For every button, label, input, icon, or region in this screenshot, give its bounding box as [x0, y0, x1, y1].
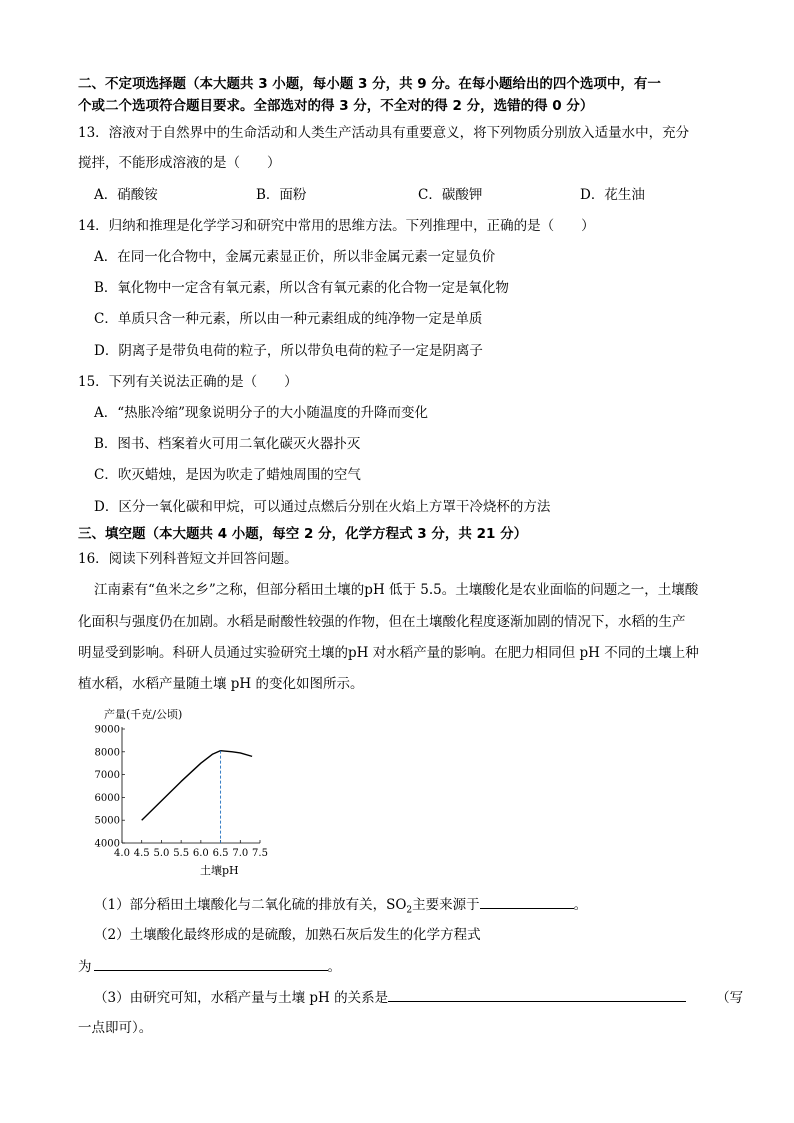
chart-series	[142, 751, 252, 843]
q16-sub2-answer-blank[interactable]	[94, 956, 328, 971]
y-tick-label: 8000	[94, 747, 120, 759]
x-tick-label: 4.0	[114, 848, 130, 859]
q14-option-b: B．氧化物中一定含有氧元素，所以含有氧元素的化合物一定是氧化物	[94, 280, 509, 296]
q14-option-d: D．阴离子是带负电荷的粒子，所以带负电荷的粒子一定是阴离子	[94, 343, 483, 359]
q16-sub1	[94, 894, 587, 921]
section3-heading: 三、填空题（本大题共 4 小题，每空 2 分，化学方程式 3 分，共 21 分）	[78, 526, 528, 542]
q13-stem-line1: 13．溶液对于自然界中的生命活动和人类生产活动具有重要意义，将下列物质分别放入适量水中，充分	[78, 125, 690, 141]
q16-paragraph-line4: 植水稻，水稻产量随土壤 pH 的变化如图所示。	[78, 676, 364, 692]
x-tick-label: 7.0	[232, 848, 249, 859]
q16-sub3	[94, 987, 743, 1008]
q16-stem: 16．阅读下列科普短文并回答问题。	[78, 551, 298, 567]
q15-option-c: C．吹灭蜡烛，是因为吹走了蜡烛周围的空气	[94, 467, 361, 483]
q13-option-d: D．花生油	[580, 187, 645, 203]
chart-y-ticks	[95, 725, 125, 850]
x-tick-label: 7.5	[252, 848, 268, 859]
section2-heading-line2: 个或二个选项符合题目要求。全部选对的得 3 分，不全对的得 2 分，选错的得 0 分）	[78, 98, 594, 114]
q15-option-d: D．区分一氧化碳和甲烷，可以通过点燃后分别在火焰上方罩干冷烧杯的方法	[94, 499, 551, 515]
q13-stem-line2: 搅拌，不能形成溶液的是（ ）	[78, 155, 281, 171]
q16-sub1-answer-blank[interactable]	[480, 894, 574, 909]
q15-option-b: B．图书、档案着火可用二氧化碳灭火器扑灭	[94, 436, 361, 452]
q14-option-a: A．在同一化合物中，金属元素显正价，所以非金属元素一定显负价	[94, 249, 496, 265]
x-tick-label: 5.5	[173, 848, 190, 859]
q16-paragraph-line2: 化面积与强度仍在加剧。水稻是耐酸性较强的作物，但在土壤酸化程度逐渐加剧的情况下，水稻的生产	[78, 614, 686, 630]
q13-option-c: C．碳酸钾	[418, 187, 483, 203]
yield-vs-ph-chart	[94, 702, 274, 878]
chart-axes	[122, 727, 260, 843]
q16-sub3-line2: 一点即可）。	[78, 1020, 153, 1036]
q15-stem: 15．下列有关说法正确的是（ ）	[78, 374, 298, 390]
section2-heading-line1: 二、不定项选择题（本大题共 3 小题，每小题 3 分，共 9 分。在每小题给出的四个选项中，有一	[78, 76, 661, 92]
q16-sub3-tail: （写	[716, 990, 744, 1006]
q16-sub2-line1: （2）土壤酸化最终形成的是硫酸，加熟石灰后发生的化学方程式	[94, 927, 481, 943]
x-tick-label: 5.0	[153, 848, 170, 859]
y-tick-label: 4000	[94, 838, 120, 850]
x-tick-label: 6.5	[212, 848, 229, 859]
q13-option-a: A．硝酸铵	[94, 187, 158, 203]
q14-option-c: C．单质只含一种元素，所以由一种元素组成的纯净物一定是单质	[94, 311, 483, 327]
chart-x-axis-label: 土壤pH	[200, 864, 239, 877]
q16-sub1-end: 。	[573, 897, 588, 913]
q16-sub3-pre: （3）由研究可知，水稻产量与土壤 pH 的关系是	[94, 990, 389, 1006]
q16-paragraph-line3: 明显受到影响。科研人员通过实验研究土壤的pH 对水稻产量的影响。在肥力相同但 pH 不同的土壤上种	[78, 645, 699, 661]
q16-sub1-subscript: 2	[406, 905, 413, 916]
q16-paragraph-line1: 江南素有“鱼米之乡”之称，但部分稻田土壤的pH 低于 5.5。土壤酸化是农业面临的问题之一，土壤酸	[94, 582, 699, 598]
y-tick-label: 5000	[94, 815, 120, 827]
yield-curve-line	[142, 751, 252, 821]
y-tick-label: 9000	[94, 724, 120, 736]
chart-y-axis-label: 产量(千克/公顷)	[104, 708, 183, 721]
q16-sub2-line2	[78, 956, 341, 977]
q15-option-a: A．“热胀冷缩”现象说明分子的大小随温度的升降而变化	[94, 405, 429, 421]
x-tick-label: 4.5	[133, 848, 150, 859]
q16-sub1-pre: （1）部分稻田土壤酸化与二氧化硫的排放有关，SO	[94, 897, 407, 913]
q16-sub1-post: 主要来源于	[412, 897, 480, 913]
q16-sub2-pre: 为	[78, 959, 92, 975]
q13-option-b: B．面粉	[256, 187, 307, 203]
y-tick-label: 7000	[94, 770, 120, 782]
q16-sub2-end: 。	[327, 959, 341, 975]
x-tick-label: 6.0	[192, 848, 209, 859]
q16-sub3-answer-blank[interactable]	[388, 987, 686, 1002]
y-tick-label: 6000	[94, 792, 120, 804]
q14-stem: 14．归纳和推理是化学学习和研究中常用的思维方法。下列推理中，正确的是（ ）	[78, 218, 595, 234]
